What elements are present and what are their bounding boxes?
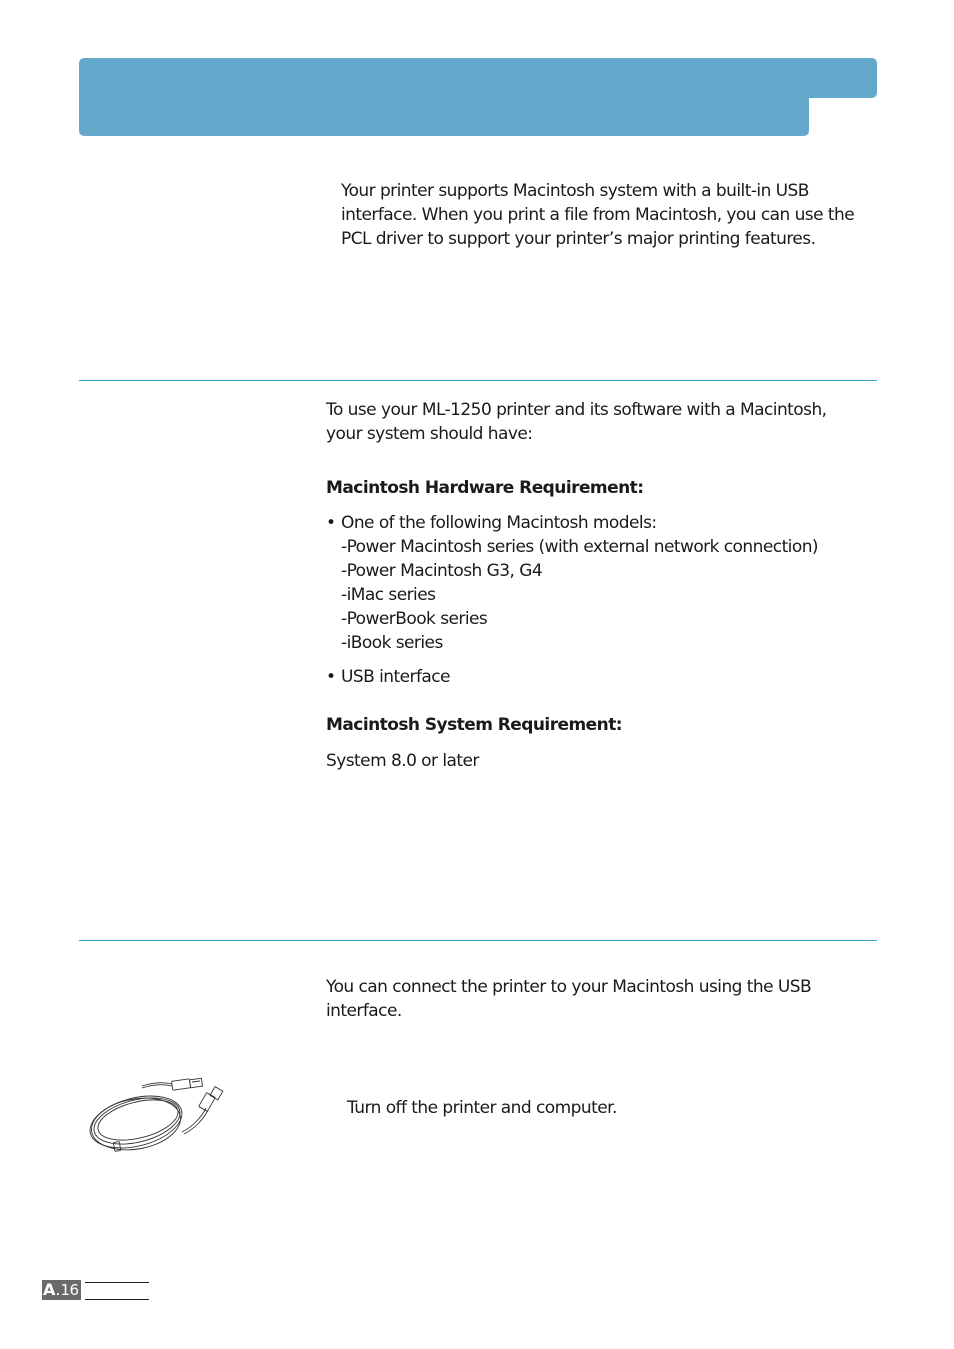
- page-number-separator: .: [55, 1280, 61, 1299]
- connecting-intro: [326, 975, 811, 1023]
- page-section-letter: A: [43, 1280, 56, 1299]
- page-number: [42, 1280, 149, 1300]
- sub-list-item: -iBook series: [341, 633, 443, 653]
- sub-list-item: -iMac series: [341, 585, 436, 605]
- requirements-intro: [326, 398, 827, 446]
- sub-list-item: -Power Macintosh series (with external network connection): [341, 537, 819, 557]
- banner-shape: [79, 58, 877, 136]
- page-number-value: 16: [60, 1281, 79, 1299]
- usb-cable-icon: [84, 1074, 230, 1158]
- list-item: [326, 665, 450, 689]
- page-number-rule-bottom: [85, 1299, 149, 1300]
- system-requirement-text: System 8.0 or later: [326, 751, 479, 771]
- system-requirement-heading: Macintosh System Requirement:: [326, 715, 623, 735]
- list-item-label: One of the following Macintosh models:: [341, 513, 657, 533]
- requirements-intro-line: your system should have:: [326, 424, 533, 444]
- hardware-requirement-heading: Macintosh Hardware Requirement:: [326, 478, 644, 498]
- sub-list-item: -Power Macintosh G3, G4: [341, 561, 543, 581]
- intro-line: interface. When you print a file from Macintosh, you can use the: [341, 205, 855, 225]
- intro-line: PCL driver to support your printer’s major printing features.: [341, 229, 816, 249]
- connecting-intro-line: You can connect the printer to your Macintosh using the USB: [326, 977, 812, 997]
- bullet-icon: •: [326, 513, 336, 533]
- page-number-badge: [42, 1280, 81, 1300]
- section-divider: [79, 380, 877, 381]
- page-number-rules: [85, 1280, 149, 1300]
- step-text: Turn off the printer and computer.: [347, 1098, 617, 1118]
- hardware-requirement-list: [326, 511, 818, 655]
- connecting-intro-line: interface.: [326, 1001, 402, 1021]
- intro-paragraph: [341, 179, 901, 251]
- section-divider: [79, 940, 877, 941]
- bullet-icon: •: [326, 667, 336, 687]
- list-item: [326, 511, 818, 535]
- page-number-rule-top: [85, 1282, 149, 1283]
- intro-line: Your printer supports Macintosh system with a built-in USB: [341, 181, 809, 201]
- requirements-intro-line: To use your ML-1250 printer and its software with a Macintosh,: [326, 400, 827, 420]
- sub-list-item: -PowerBook series: [341, 609, 488, 629]
- hardware-requirement-list-2: [326, 665, 450, 689]
- chapter-title-banner: [79, 58, 877, 136]
- list-item-label: USB interface: [341, 667, 450, 687]
